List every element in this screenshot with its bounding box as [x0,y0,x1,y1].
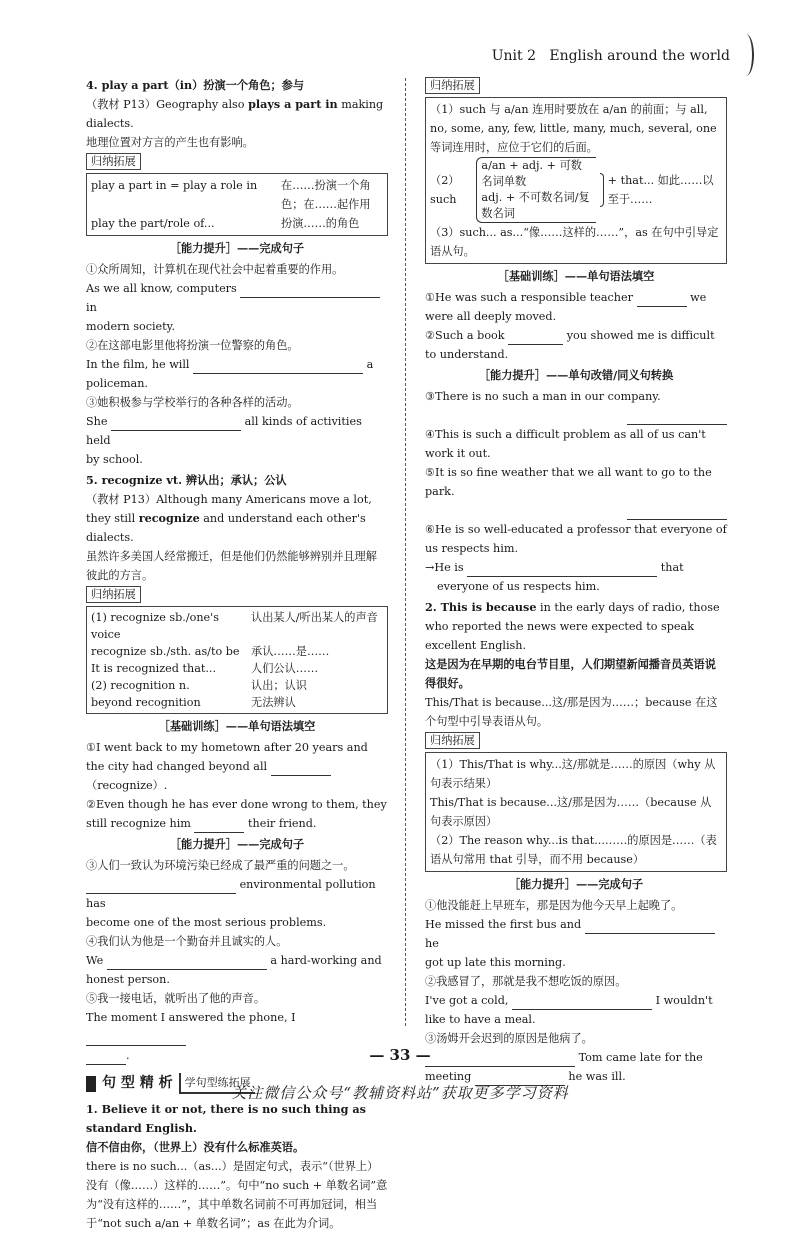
q2-en-c: policeman. [86,377,148,390]
c4-en: We a hard-working and [86,951,388,970]
c4-cn: ④我们认为他是一个勤奋并且诚实的人。 [86,935,288,948]
q1-en: As we all know, computers in [86,279,388,317]
q3-en: She all kinds of activities held [86,415,362,447]
page-header [492,48,730,64]
s2-section: ［能力提升］——完成句子 [508,877,644,891]
s2-box [425,752,727,872]
s1-title: 1. Believe it or not, there is no such thing as standard English. [86,1102,366,1135]
s2-box-2: This/That is because...这/那是因为……（because 从句表示原因） [430,796,712,828]
right-column [425,76,727,1086]
b1: ①I went back to my hometown after 20 years and the city had changed beyond all （recognize）. [86,741,368,792]
such-box-3: （3）such... as...“像……这样的……”，as 在句中引导定语从句。 [430,226,719,258]
such-box-2: （2）such a/an + adj. + 可数名词单数 adj. + 不可数名词/复数名词 + that... 如此……以至于…… [430,157,722,223]
item5-table: (1) recognize sb./one's voice 认出某人/听出某人的声音 recognize sb./sth. as/to be 承认……是…… It is recognized that... 人们公认…… (2) recognition n. 认出；认识 beyond recognition 无法辨认 [86,606,388,714]
s1-translation: 信不信由你，（世界上）没有什么标准英语。 [86,1140,305,1154]
q2-en: In the film, he will a [86,355,388,374]
banner-title: 句 型 精 析 [102,1075,173,1091]
item4-table: play a part in = play a role in 在……扮演一个角色；在……起作用 play the part/role of... 扮演……的角色 [86,173,388,236]
right-section1: ［基础训练］——单句语法填空 [497,269,655,283]
s2-q1-cn: ①他没能赶上早班车，那是因为他今天早上起晚了。 [425,899,683,912]
s2-title: 2. This is because in the early days of radio, those who reported the news were expected to speak excellent English. [425,600,720,652]
r6-c: everyone of us respects him. [437,580,600,593]
s2-q3-b: meeting he was ill. [425,1067,727,1086]
unit-title: English around the world [549,48,730,64]
r1: ①He was such a responsible teacher we were all deeply moved. [425,291,707,323]
s2-q2-c: like to have a meal. [425,1013,536,1026]
r3-blank [425,406,727,425]
right-expand-tag: 归纳拓展 [425,77,480,94]
column-divider [405,78,406,1026]
s2-translation: 这是因为在早期的电台节目里，人们期望新闻播音员英语说得很好。 [425,657,716,690]
header-decoration [738,34,754,76]
item4-section: ［能力提升］——完成句子 [169,241,305,255]
s2-box-1: （1）This/That is why...这/那就是……的原因（why 从句表示结果） [430,758,716,790]
c5-cn: ⑤我一接电话，就听出了他的声音。 [86,992,266,1005]
c3-en2: become one of the most serious problems. [86,916,327,929]
q3-en-c: by school. [86,453,143,466]
s2-q3-cn: ③汤姆开会迟到的原因是他病了。 [425,1032,593,1045]
item5-section1: ［基础训练］——单句语法填空 [158,719,316,733]
q1-en-c: modern society. [86,320,176,333]
r6-rewrite: →He is that [425,558,727,577]
such-box-1: （1）such 与 a/an 连用时要放在 a/an 的前面；与 all, no, some, any, few, little, many, much, several, one 等词连用时，应位于它们的后面。 [430,103,717,154]
s2-expand-tag: 归纳拓展 [425,732,480,749]
right-section2: ［能力提升］——单句改错/同义句转换 [478,368,674,382]
item4-translation: 地理位置对方言的产生也有影响。 [86,136,254,149]
s2-q1-c: got up late this morning. [425,956,566,969]
r4: ④This is such a difficult problem as all of us can't work it out. [425,428,706,460]
item5-example: （教材 P13）Although many Americans move a lot, they still recognize and understand each other's dialects. [86,493,372,544]
s2-q1: He missed the first bus and he [425,915,727,953]
c5-en: The moment I answered the phone, I [86,1008,388,1046]
such-box [425,97,727,264]
unit-label: Unit 2 [491,48,536,64]
s1-note: there is no such...（as...）是固定句式，表示“（世界上）没有（像……）这样的……”。句中“no such + 单数名词”意为“没有这样的……”，其中单数名词前不可再加冠词，相当于“not such a/an + 单数名词”；as 在此为介词。 [86,1160,388,1230]
q3-cn: ③她积极参与学校举行的各种各样的活动。 [86,396,299,409]
s2-note: This/That is because...这/那是因为……；because 在这个句型中引导表语从句。 [425,696,718,728]
item5-section2: ［能力提升］——完成句子 [169,837,305,851]
b2: ②Even though he has ever done wrong to them, they still recognize him their friend. [86,795,388,833]
r2: ②Such a book you showed me is difficult to understand. [425,329,715,361]
s2-box-3: （2）The reason why...is that...……的原因是……（表语从句常用 that 引导，而不用 because） [430,834,717,866]
item5-title: 5. recognize vt. 辨认出；承认；公认 [86,473,287,487]
item5-expand-tag: 归纳拓展 [86,586,141,603]
page-number: — 33 — [369,1046,431,1064]
item4-expand-tag: 归纳拓展 [86,153,141,170]
r6: ⑥He is so well-educated a professor that everyone of us respects him. [425,523,727,555]
item4-example: （教材 P13）Geography also plays a part in making dialects. [86,97,384,130]
c3-cn: ③人们一致认为环境污染已经成了最严重的问题之一。 [86,859,355,872]
r5-blank [425,501,727,520]
r3: ③There is no such a man in our company. [425,390,661,403]
r5: ⑤It is so fine weather that we all want to go to the park. [425,466,712,498]
q2-cn: ②在这部电影里他将扮演一位警察的角色。 [86,339,299,352]
s2-q2-cn: ②我感冒了，那就是我不想吃饭的原因。 [425,975,627,988]
s2-q3: Tom came late for the [425,1048,727,1067]
c4-en-c: honest person. [86,973,170,986]
banner-sub: 学句型练拓展 [179,1073,255,1094]
item4-title: 4. play a part（in）扮演一个角色；参与 [86,78,305,92]
item5-translation: 虽然许多美国人经常搬迁，但是他们仍然能够辨别并且理解彼此的方言。 [86,550,377,582]
c3-en: environmental pollution has [86,878,376,910]
q1-cn: ①众所周知，计算机在现代社会中起着重要的作用。 [86,263,344,276]
s2-q2: I've got a cold, I wouldn't [425,991,727,1010]
c5-blank: . [86,1046,388,1065]
footer-note: 关注微信公众号“教辅资料站”获取更多学习资料 [231,1084,569,1102]
